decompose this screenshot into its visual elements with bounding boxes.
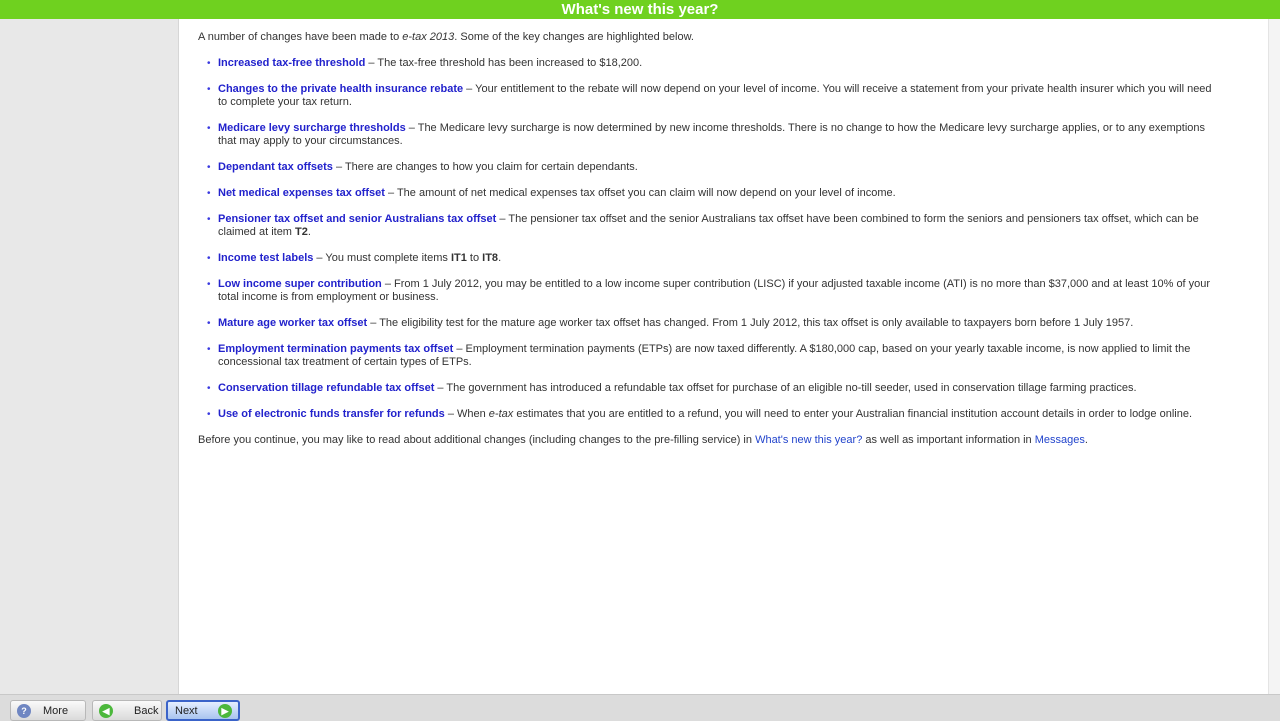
help-icon: ?: [17, 704, 31, 718]
link-income-test-labels[interactable]: Income test labels: [218, 252, 314, 264]
intro-text: A number of changes have been made to e-tax 2013. Some of the key changes are highlighted below.: [198, 31, 694, 43]
list-item: • Net medical expenses tax offset – The amount of net medical expenses tax offset you can claim will now depend on your level of income.: [198, 187, 1218, 200]
link-low-income-super[interactable]: Low income super contribution: [218, 278, 382, 290]
link-medicare-levy-surcharge[interactable]: Medicare levy surcharge thresholds: [218, 122, 406, 134]
list-item: • Income test labels – You must complete items IT1 to IT8.: [198, 252, 1218, 265]
link-electronic-funds-transfer[interactable]: Use of electronic funds transfer for refunds: [218, 408, 445, 420]
link-mature-age-worker[interactable]: Mature age worker tax offset: [218, 317, 368, 329]
link-pensioner-tax-offset[interactable]: Pensioner tax offset and senior Australians tax offset: [218, 213, 497, 225]
list-item: • Medicare levy surcharge thresholds – The Medicare levy surcharge is now determined by new income thresholds. There is no change to how the Medicare levy surcharge applies, or to any exemptions that may apply to your circumstances.: [198, 122, 1218, 148]
link-dependant-tax-offsets[interactable]: Dependant tax offsets: [218, 161, 333, 173]
back-button-label: Back: [134, 705, 159, 717]
link-net-medical-expenses[interactable]: Net medical expenses tax offset: [218, 187, 385, 199]
link-tax-free-threshold[interactable]: Increased tax-free threshold: [218, 57, 366, 69]
window-title: What's new this year?: [0, 0, 1280, 19]
back-arrow-icon: ◀: [99, 704, 113, 718]
next-button-label: Next: [175, 705, 198, 717]
scrollbar[interactable]: [1268, 19, 1280, 694]
more-button-label: More: [43, 705, 69, 717]
list-item: • Increased tax-free threshold – The tax-free threshold has been increased to $18,200.: [198, 57, 1218, 70]
left-nav-panel: [0, 19, 179, 694]
bottom-toolbar: [0, 694, 1280, 721]
list-item: • Employment termination payments tax offset – Employment termination payments (ETPs) are now taxed differently. A $180,000 cap, based on your yearly taxable income, is now applied to limit the concessional tax treatment of certain types of ETPs.: [198, 343, 1218, 369]
messages-link[interactable]: Messages: [1034, 434, 1085, 446]
list-item: • Use of electronic funds transfer for refunds – When e-tax estimates that you are entitled to a refund, you will need to enter your Australian financial institution account details in order to lodge online.: [198, 408, 1218, 421]
list-item: • Dependant tax offsets – There are changes to how you claim for certain dependants.: [198, 161, 1218, 174]
list-item: • Mature age worker tax offset – The eligibility test for the mature age worker tax offset has changed. From 1 July 2012, this tax offset is only available to taxpayers born before 1 July 1957.: [198, 317, 1218, 330]
list-item: • Changes to the private health insurance rebate – Your entitlement to the rebate will now depend on your level of income. You will receive a statement from your private health insurer which you will need to complete your tax return.: [198, 83, 1218, 109]
whats-new-link[interactable]: What's new this year?: [755, 434, 863, 446]
outro-text: Before you continue, you may like to read about additional changes (including changes to the pre-filling service) in What's new this year? as well as important information in Messages.: [198, 434, 1088, 446]
list-item: • Conservation tillage refundable tax offset – The government has introduced a refundable tax offset for purchase of an eligible no-till seeder, used in conservation tillage farming practices.: [198, 382, 1218, 395]
link-private-health-rebate[interactable]: Changes to the private health insurance rebate: [218, 83, 464, 95]
main-content: [198, 31, 1218, 447]
list-item: • Pensioner tax offset and senior Australians tax offset – The pensioner tax offset and the senior Australians tax offset have been combined to form the seniors and pensioners tax offset, which can be claimed at item T2.: [198, 213, 1218, 239]
link-employment-termination[interactable]: Employment termination payments tax offset: [218, 343, 454, 355]
next-arrow-icon: ▶: [218, 704, 232, 718]
more-button[interactable]: [10, 700, 86, 721]
back-button[interactable]: [92, 700, 162, 721]
next-button[interactable]: [166, 700, 240, 721]
changes-list: [198, 57, 1218, 421]
list-item: • Low income super contribution – From 1 July 2012, you may be entitled to a low income super contribution (LISC) if your adjusted taxable income (ATI) is no more than $37,000 and at least 10% of your total income is from employment or business.: [198, 278, 1218, 304]
link-conservation-tillage[interactable]: Conservation tillage refundable tax offset: [218, 382, 435, 394]
